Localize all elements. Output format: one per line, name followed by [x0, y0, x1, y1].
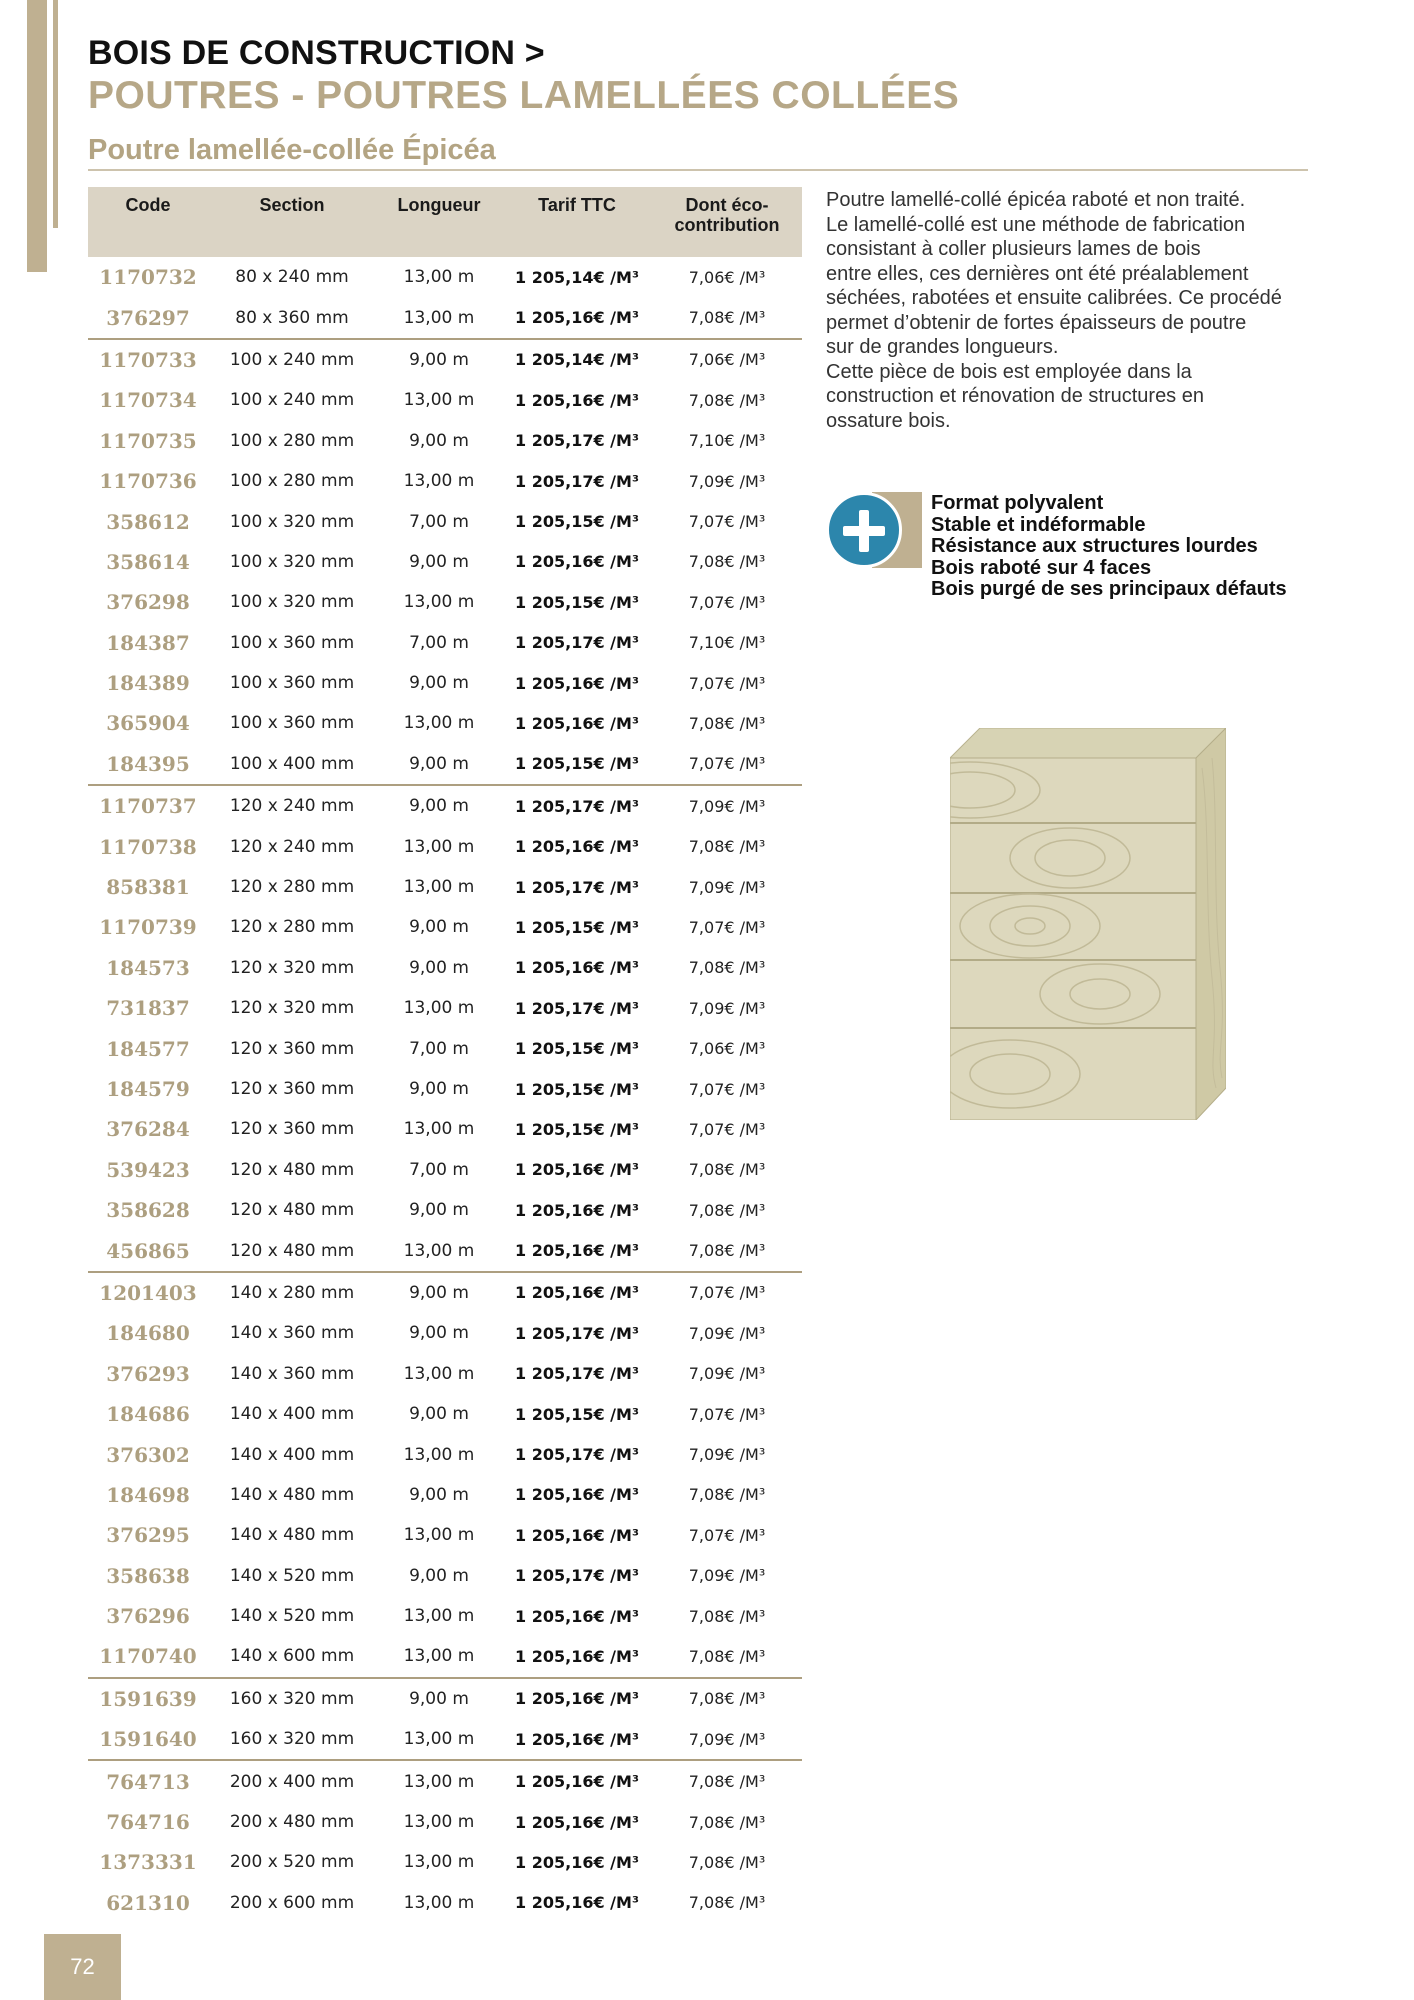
- column-header-length: Longueur: [376, 187, 502, 257]
- cell-length: 13,00 m: [376, 1760, 502, 1801]
- cell-code: 539423: [106, 1157, 190, 1182]
- cell-eco: 7,08€ /M³: [652, 1678, 802, 1719]
- cell-length: 13,00 m: [403, 471, 475, 492]
- cell-length: 13,00 m: [403, 1729, 475, 1750]
- table-row: [88, 1069, 802, 1109]
- description-line: Le lamellé-collé est une méthode de fabrication: [826, 213, 1246, 236]
- table-row: [88, 1434, 802, 1474]
- cell-code: 731837: [106, 996, 190, 1021]
- cell-eco: 7,06€ /M³: [652, 339, 802, 380]
- cell-section: 200 x 400 mm: [208, 1760, 376, 1801]
- description-line: Poutre lamellé-collé épicéa raboté et non traité.: [826, 189, 1246, 211]
- cell-price: 1 205,16€ /M³: [502, 1272, 652, 1313]
- table-row: [88, 1272, 802, 1313]
- cell-eco: 7,09€ /M³: [688, 1364, 766, 1384]
- cell-section: 140 x 360 mm: [229, 1363, 355, 1384]
- cell-code: 764713: [88, 1760, 208, 1801]
- table-row: [88, 1842, 802, 1882]
- subtitle-divider: [88, 169, 1308, 171]
- features-badge: [826, 492, 922, 568]
- feature-item: Format polyvalent: [931, 492, 1104, 514]
- cell-code: 184573: [106, 955, 190, 980]
- section-breadcrumb: BOIS DE CONSTRUCTION >: [88, 34, 545, 72]
- cell-eco: 7,08€ /M³: [688, 552, 766, 572]
- table-row: [88, 1394, 802, 1434]
- cell-section: 160 x 320 mm: [229, 1729, 355, 1750]
- cell-price: 1 205,16€ /M³: [515, 1525, 639, 1545]
- cell-eco: 7,08€ /M³: [688, 390, 766, 410]
- cell-code: 184387: [106, 630, 190, 655]
- description-line: sur de grandes longueurs.: [826, 336, 1059, 358]
- cell-length: 9,00 m: [376, 1272, 502, 1313]
- cell-section: 100 x 320 mm: [229, 511, 355, 532]
- table-row: [88, 1883, 802, 1923]
- cell-eco: 7,10€ /M³: [688, 431, 766, 451]
- side-accent-line: [53, 0, 58, 228]
- cell-section: 140 x 480 mm: [229, 1525, 355, 1546]
- table-row: [88, 1150, 802, 1190]
- table-row: [88, 1678, 802, 1719]
- cell-section: 120 x 360 mm: [229, 1038, 355, 1059]
- cell-length: 13,00 m: [403, 1646, 475, 1667]
- table-row: [88, 785, 802, 826]
- table-row: [88, 1556, 802, 1596]
- table-row: [88, 1802, 802, 1842]
- cell-length: 13,00 m: [403, 1812, 475, 1833]
- cell-section: 140 x 520 mm: [229, 1606, 355, 1627]
- cell-section: 140 x 480 mm: [229, 1484, 355, 1505]
- column-header-section: Section: [208, 187, 376, 257]
- table-row: [88, 1028, 802, 1068]
- glulam-beam-icon: [950, 728, 1226, 1120]
- cell-length: 13,00 m: [403, 592, 475, 613]
- cell-section: 120 x 480 mm: [229, 1200, 355, 1221]
- cell-code: 184698: [106, 1482, 190, 1507]
- cell-price: 1 205,16€ /M³: [515, 1241, 639, 1261]
- description-line: permet d’obtenir de fortes épaisseurs de poutre: [826, 311, 1247, 334]
- cell-code: 1591639: [88, 1678, 208, 1719]
- cell-section: 100 x 280 mm: [229, 430, 355, 451]
- cell-eco: 7,07€ /M³: [688, 1119, 766, 1139]
- page-title: POUTRES - POUTRES LAMELLÉES COLLÉES: [88, 74, 960, 117]
- table-row: [88, 257, 802, 297]
- table-row: [88, 744, 802, 785]
- cell-price: 1 205,15€ /M³: [515, 512, 639, 532]
- cell-length: 9,00 m: [409, 957, 469, 978]
- cell-section: 100 x 240 mm: [229, 390, 355, 411]
- cell-length: 9,00 m: [409, 673, 469, 694]
- cell-length: 9,00 m: [409, 1079, 469, 1099]
- table-row: [88, 501, 802, 541]
- cell-length: 13,00 m: [403, 877, 475, 898]
- cell-length: 13,00 m: [403, 1240, 475, 1261]
- cell-eco: 7,08€ /M³: [688, 958, 766, 978]
- description-line: entre elles, ces dernières ont été préalablement: [826, 262, 1249, 285]
- cell-code: 184395: [106, 751, 190, 776]
- cell-price: 1 205,14€ /M³: [502, 339, 652, 380]
- cell-price: 1 205,16€ /M³: [515, 1606, 639, 1626]
- cell-length: 13,00 m: [403, 267, 475, 288]
- table-row: [88, 907, 802, 947]
- cell-price: 1 205,16€ /M³: [515, 1812, 639, 1832]
- cell-section: 100 x 400 mm: [229, 753, 355, 774]
- cell-eco: 7,08€ /M³: [688, 1485, 766, 1505]
- cell-price: 1 205,15€ /M³: [515, 1079, 639, 1099]
- cell-code: 376297: [106, 305, 190, 330]
- cell-eco: 7,09€ /M³: [688, 1323, 766, 1343]
- cell-eco: 7,06€ /M³: [688, 1039, 766, 1059]
- cell-section: 120 x 240 mm: [208, 785, 376, 826]
- cell-price: 1 205,16€ /M³: [515, 673, 639, 693]
- cell-eco: 7,08€ /M³: [688, 308, 766, 328]
- cell-section: 140 x 520 mm: [229, 1565, 355, 1586]
- cell-length: 13,00 m: [403, 1892, 475, 1913]
- cell-price: 1 205,17€ /M³: [515, 998, 639, 1018]
- cell-code: 1170733: [88, 339, 208, 380]
- cell-code: 621310: [106, 1890, 190, 1915]
- cell-price: 1 205,16€ /M³: [515, 552, 639, 572]
- cell-section: 120 x 280 mm: [229, 917, 355, 938]
- cell-section: 120 x 360 mm: [229, 1119, 355, 1140]
- cell-section: 120 x 480 mm: [229, 1159, 355, 1180]
- cell-eco: 7,09€ /M³: [688, 471, 766, 491]
- cell-code: 1373331: [99, 1850, 197, 1875]
- cell-code: 376298: [106, 590, 190, 615]
- cell-section: 140 x 400 mm: [229, 1404, 355, 1425]
- cell-eco: 7,08€ /M³: [688, 1646, 766, 1666]
- feature-item: Bois purgé de ses principaux défauts: [931, 578, 1287, 601]
- cell-code: 1170739: [99, 915, 197, 940]
- table-row: [88, 1760, 802, 1801]
- cell-length: 13,00 m: [403, 998, 475, 1019]
- cell-section: 140 x 360 mm: [229, 1323, 355, 1344]
- cell-price: 1 205,16€ /M³: [515, 958, 639, 978]
- cell-section: 100 x 240 mm: [208, 339, 376, 380]
- cell-section: 80 x 240 mm: [235, 267, 349, 288]
- cell-code: 1170734: [99, 388, 197, 413]
- cell-price: 1 205,17€ /M³: [515, 431, 639, 451]
- table-row: [88, 948, 802, 988]
- table-row: [88, 826, 802, 866]
- table-row: [88, 623, 802, 663]
- cell-section: 160 x 320 mm: [208, 1678, 376, 1719]
- cell-eco: 7,09€ /M³: [688, 1729, 766, 1749]
- cell-section: 100 x 280 mm: [229, 471, 355, 492]
- cell-section: 120 x 480 mm: [229, 1240, 355, 1261]
- column-header-eco: Dont éco-contribution: [652, 187, 802, 257]
- cell-eco: 7,06€ /M³: [688, 267, 766, 287]
- cell-section: 140 x 280 mm: [208, 1272, 376, 1313]
- side-accent-bar: [27, 0, 47, 272]
- cell-length: 13,00 m: [403, 1119, 475, 1140]
- cell-eco: 7,07€ /M³: [688, 754, 766, 774]
- cell-section: 120 x 240 mm: [229, 836, 355, 857]
- cell-price: 1 205,17€ /M³: [515, 1364, 639, 1384]
- cell-section: 120 x 280 mm: [229, 877, 355, 898]
- cell-price: 1 205,15€ /M³: [515, 1039, 639, 1059]
- cell-code: 365904: [106, 711, 190, 736]
- cell-length: 13,00 m: [403, 1606, 475, 1627]
- cell-code: 358612: [106, 509, 190, 534]
- cell-code: 376296: [106, 1604, 190, 1629]
- cell-price: 1 205,16€ /M³: [515, 390, 639, 410]
- cell-code: 376295: [106, 1523, 190, 1548]
- cell-section: 200 x 600 mm: [229, 1892, 355, 1913]
- cell-price: 1 205,15€ /M³: [515, 1119, 639, 1139]
- cell-section: 120 x 320 mm: [229, 957, 355, 978]
- description-line: consistant à coller plusieurs lames de bois: [826, 238, 1201, 260]
- cell-price: 1 205,15€ /M³: [515, 1404, 639, 1424]
- cell-length: 13,00 m: [403, 1444, 475, 1465]
- plus-icon-bar: [859, 510, 869, 552]
- table-row: [88, 1636, 802, 1677]
- cell-code: 764716: [106, 1810, 190, 1835]
- description-line: ossature bois.: [826, 409, 951, 432]
- cell-eco: 7,07€ /M³: [688, 673, 766, 693]
- cell-price: 1 205,16€ /M³: [515, 1160, 639, 1180]
- table-row: [88, 1230, 802, 1271]
- table-row: [88, 421, 802, 461]
- cell-price: 1 205,16€ /M³: [515, 713, 639, 733]
- table-row: [88, 703, 802, 743]
- cell-section: 140 x 600 mm: [229, 1646, 355, 1667]
- cell-length: 13,00 m: [403, 307, 475, 328]
- cell-price: 1 205,14€ /M³: [515, 267, 639, 287]
- cell-price: 1 205,16€ /M³: [515, 1729, 639, 1749]
- cell-eco: 7,09€ /M³: [688, 998, 766, 1018]
- cell-section: 80 x 360 mm: [235, 307, 349, 328]
- cell-length: 9,00 m: [409, 917, 469, 938]
- cell-code: 376293: [106, 1361, 190, 1386]
- price-table: [88, 187, 802, 1923]
- cell-length: 9,00 m: [409, 1323, 469, 1344]
- cell-eco: 7,07€ /M³: [688, 917, 766, 937]
- cell-length: 7,00 m: [409, 1159, 469, 1180]
- cell-length: 13,00 m: [403, 713, 475, 734]
- cell-length: 7,00 m: [409, 1038, 469, 1059]
- cell-length: 9,00 m: [409, 551, 469, 572]
- cell-eco: 7,10€ /M³: [688, 633, 766, 653]
- cell-code: 1170737: [88, 785, 208, 826]
- cell-section: 120 x 320 mm: [229, 998, 355, 1019]
- cell-length: 9,00 m: [409, 1565, 469, 1586]
- column-header-price: Tarif TTC: [502, 187, 652, 257]
- cell-code: 1170736: [99, 469, 197, 494]
- cell-eco: 7,08€ /M³: [688, 837, 766, 857]
- plus-icon: [826, 492, 902, 568]
- cell-length: 9,00 m: [376, 1678, 502, 1719]
- cell-price: 1 205,16€ /M³: [515, 1200, 639, 1220]
- table-row: [88, 988, 802, 1028]
- cell-price: 1 205,16€ /M³: [515, 1485, 639, 1505]
- cell-price: 1 205,17€ /M³: [515, 1566, 639, 1586]
- cell-code: 184680: [106, 1321, 190, 1346]
- cell-length: 9,00 m: [409, 1404, 469, 1425]
- cell-eco: 7,07€ /M³: [688, 592, 766, 612]
- cell-eco: 7,08€ /M³: [688, 713, 766, 733]
- cell-price: 1 205,15€ /M³: [515, 592, 639, 612]
- cell-price: 1 205,17€ /M³: [515, 633, 639, 653]
- feature-item: Bois raboté sur 4 faces: [931, 556, 1152, 579]
- cell-price: 1 205,17€ /M³: [515, 1445, 639, 1465]
- table-header-row: [88, 187, 802, 257]
- cell-eco: 7,07€ /M³: [688, 512, 766, 532]
- cell-length: 7,00 m: [409, 511, 469, 532]
- feature-item: Résistance aux structures lourdes: [931, 535, 1258, 558]
- table-row: [88, 1475, 802, 1515]
- cell-section: 120 x 360 mm: [229, 1079, 355, 1099]
- table-row: [88, 1515, 802, 1555]
- table-row: [88, 663, 802, 703]
- cell-price: 1 205,16€ /M³: [502, 1678, 652, 1719]
- cell-eco: 7,08€ /M³: [688, 1852, 766, 1872]
- cell-price: 1 205,16€ /M³: [502, 1760, 652, 1801]
- cell-length: 13,00 m: [403, 1525, 475, 1546]
- cell-section: 200 x 480 mm: [229, 1812, 355, 1833]
- table-row: [88, 1719, 802, 1760]
- description-line: séchées, rabotées et ensuite calibrées. Ce procédé: [826, 287, 1282, 309]
- cell-price: 1 205,17€ /M³: [515, 877, 639, 897]
- cell-length: 9,00 m: [409, 430, 469, 451]
- cell-eco: 7,08€ /M³: [688, 1606, 766, 1626]
- cell-price: 1 205,16€ /M³: [515, 1852, 639, 1872]
- table-body: [88, 257, 802, 1923]
- table-row: [88, 542, 802, 582]
- cell-eco: 7,08€ /M³: [688, 1893, 766, 1913]
- cell-price: 1 205,15€ /M³: [515, 754, 639, 774]
- cell-eco: 7,07€ /M³: [688, 1525, 766, 1545]
- cell-length: 9,00 m: [376, 785, 502, 826]
- cell-eco: 7,09€ /M³: [688, 877, 766, 897]
- cell-section: 140 x 400 mm: [229, 1444, 355, 1465]
- cell-eco: 7,08€ /M³: [688, 1200, 766, 1220]
- cell-eco: 7,07€ /M³: [652, 1272, 802, 1313]
- cell-code: 376284: [106, 1117, 190, 1142]
- cell-length: 13,00 m: [403, 1852, 475, 1873]
- cell-eco: 7,08€ /M³: [688, 1241, 766, 1261]
- cell-eco: 7,09€ /M³: [688, 1566, 766, 1586]
- cell-length: 9,00 m: [409, 1484, 469, 1505]
- table-row: [88, 380, 802, 420]
- cell-eco: 7,08€ /M³: [652, 1760, 802, 1801]
- cell-eco: 7,09€ /M³: [688, 1445, 766, 1465]
- cell-eco: 7,08€ /M³: [688, 1812, 766, 1832]
- table-row: [88, 461, 802, 501]
- cell-section: 100 x 320 mm: [229, 551, 355, 572]
- cell-code: 1201403: [88, 1272, 208, 1313]
- description-line: Cette pièce de bois est employée dans la: [826, 360, 1192, 383]
- cell-code: 184579: [106, 1077, 190, 1101]
- table-row: [88, 339, 802, 380]
- cell-code: 184577: [106, 1036, 190, 1061]
- cell-price: 1 205,17€ /M³: [515, 1323, 639, 1343]
- product-description: [826, 188, 1316, 433]
- column-header-code: Code: [88, 187, 208, 257]
- table-row: [88, 867, 802, 907]
- table-row: [88, 1596, 802, 1636]
- table-row: [88, 297, 802, 338]
- cell-length: 9,00 m: [409, 1200, 469, 1221]
- cell-price: 1 205,17€ /M³: [515, 471, 639, 491]
- cell-section: 100 x 360 mm: [229, 632, 355, 653]
- cell-code: 376302: [106, 1442, 190, 1467]
- cell-code: 184686: [106, 1402, 190, 1427]
- cell-code: 858381: [106, 875, 190, 900]
- cell-length: 13,00 m: [403, 836, 475, 857]
- cell-code: 358614: [106, 549, 190, 574]
- cell-code: 1170740: [99, 1644, 197, 1669]
- cell-code: 1591640: [99, 1727, 197, 1752]
- cell-section: 100 x 360 mm: [229, 713, 355, 734]
- cell-eco: 7,07€ /M³: [688, 1079, 766, 1099]
- cell-section: 100 x 360 mm: [229, 673, 355, 694]
- cell-eco: 7,07€ /M³: [688, 1404, 766, 1424]
- feature-list: [931, 493, 1287, 601]
- cell-length: 9,00 m: [409, 753, 469, 774]
- cell-price: 1 205,16€ /M³: [515, 308, 639, 328]
- cell-length: 9,00 m: [376, 339, 502, 380]
- cell-code: 456865: [106, 1238, 190, 1263]
- table-row: [88, 582, 802, 622]
- table-row: [88, 1313, 802, 1353]
- cell-price: 1 205,16€ /M³: [515, 1893, 639, 1913]
- cell-eco: 7,09€ /M³: [652, 785, 802, 826]
- product-subtitle: Poutre lamellée-collée Épicéa: [88, 134, 496, 166]
- cell-length: 7,00 m: [409, 632, 469, 653]
- cell-eco: 7,08€ /M³: [688, 1160, 766, 1180]
- cell-section: 200 x 520 mm: [229, 1852, 355, 1873]
- cell-section: 100 x 320 mm: [229, 592, 355, 613]
- cell-length: 13,00 m: [403, 390, 475, 411]
- cell-code: 1170732: [99, 265, 197, 290]
- cell-code: 184389: [106, 671, 190, 696]
- table-row: [88, 1354, 802, 1394]
- table-row: [88, 1109, 802, 1149]
- cell-code: 1170735: [99, 428, 197, 453]
- cell-code: 358628: [106, 1198, 190, 1223]
- cell-price: 1 205,15€ /M³: [515, 917, 639, 937]
- cell-code: 1170738: [99, 834, 197, 859]
- page-number: 72: [44, 1934, 121, 2000]
- cell-price: 1 205,16€ /M³: [515, 1646, 639, 1666]
- description-line: construction et rénovation de structures en: [826, 385, 1204, 407]
- cell-price: 1 205,16€ /M³: [515, 837, 639, 857]
- feature-item: Stable et indéformable: [931, 513, 1146, 536]
- cell-length: 13,00 m: [403, 1363, 475, 1384]
- table-row: [88, 1190, 802, 1230]
- cell-code: 358638: [106, 1563, 190, 1588]
- cell-price: 1 205,17€ /M³: [502, 785, 652, 826]
